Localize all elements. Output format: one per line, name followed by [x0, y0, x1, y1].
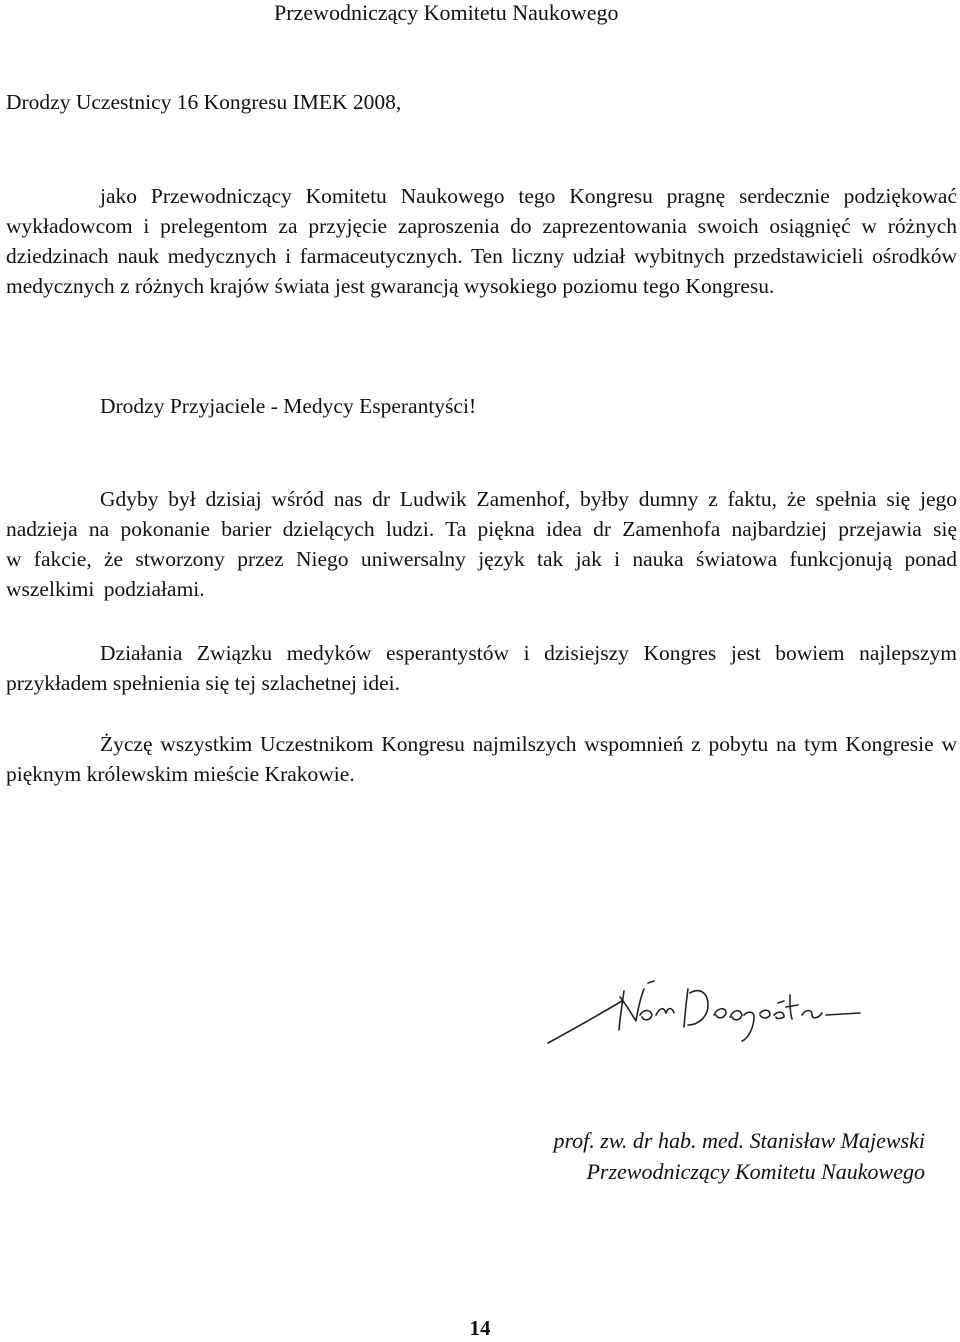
paragraph-4: Życzę wszystkim Uczestnikom Kongresu najmilszych wspomnień z pobytu na tym Kongresie w pięknym królewskim mieście Krakowie.	[6, 732, 957, 786]
signer-role: Przewodniczący Komitetu Naukowego	[586, 1159, 925, 1184]
paragraph-1: jako Przewodniczący Komitetu Naukowego tego Kongresu pragnę serdecznie podziękować wykładowcom i prelegentom za przyjęcie zaproszenia do zaprezentowania swoich osiągnięć w różnych dziedzinach nauk medycznych i farmaceutycznych. Ten liczny udział wybitnych przedstawicieli ośrodków medycznych z różnych krajów świata jest gwarancją wysokiego poziomu tego Kongresu.	[6, 184, 957, 298]
greeting: Drodzy Uczestnicy 16 Kongresu IMEK 2008,	[6, 90, 402, 114]
handwritten-signature-icon	[540, 975, 885, 1055]
paragraph-3: Działania Związku medyków esperantystów i dzisiejszy Kongres jest bowiem najlepszym przykładem spełnienia się tej szlachetnej idei.	[6, 641, 957, 695]
signer-name: prof. zw. dr hab. med. Stanisław Majewski	[553, 1128, 925, 1153]
salutation-esperantists: Drodzy Przyjaciele - Medycy Esperantyści!	[100, 394, 477, 418]
page-header: Przewodniczący Komitetu Naukowego	[274, 0, 619, 25]
paragraph-2: Gdyby był dzisiaj wśród nas dr Ludwik Zamenhof, byłby dumny z faktu, że spełnia się jego nadzieja na pokonanie barier dzielących ludzi. Ta piękna idea dr Zamenhofa najbardziej przejawia się w fakcie, że stworzony przez Niego uniwersalny język tak jak i nauka światowa funkcjonują ponad wszelkimi podziałami.	[6, 487, 957, 601]
page-number: 14	[469, 1316, 491, 1340]
